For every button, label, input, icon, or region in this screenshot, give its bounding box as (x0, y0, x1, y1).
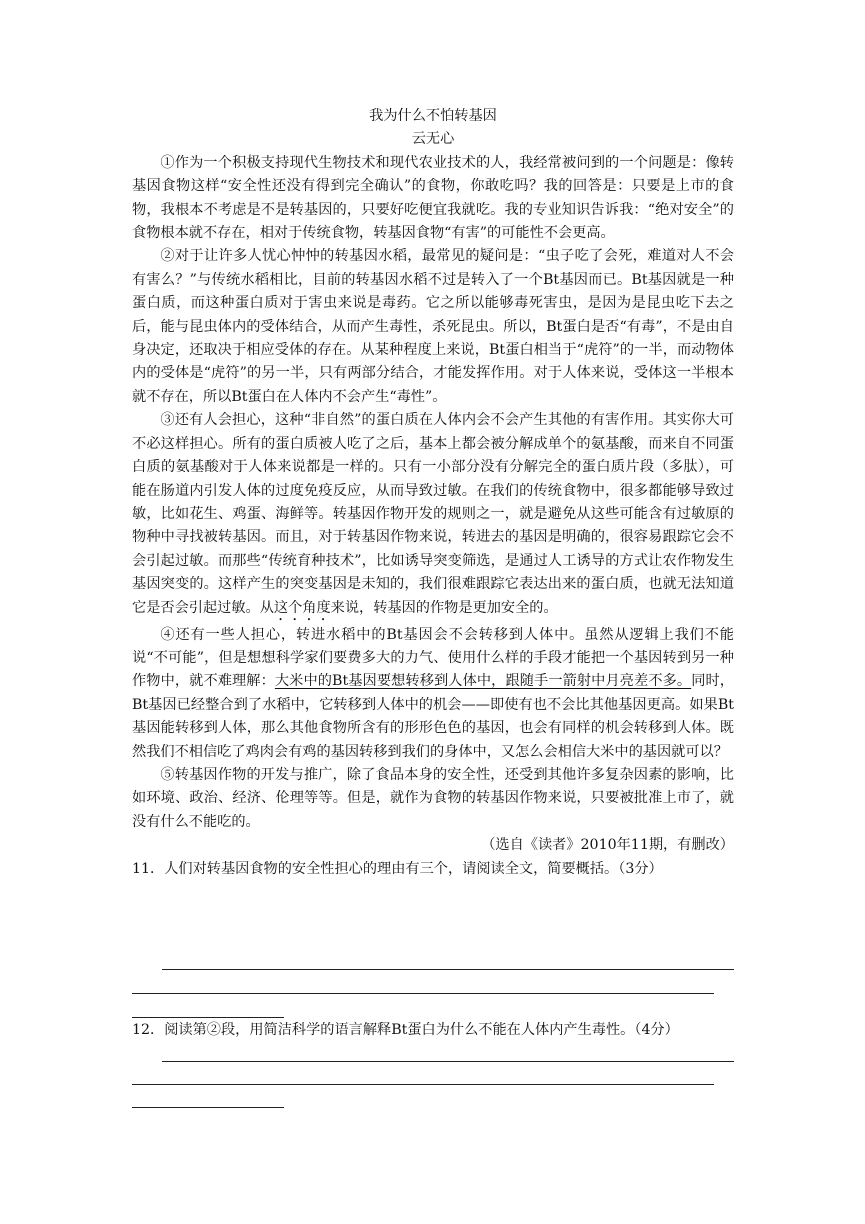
answer-line-11-3[interactable] (132, 1017, 284, 1018)
paragraph-3-text-b: 来说，转基因的作物是更加安全的。 (330, 599, 558, 616)
question-12: 12．阅读第②段，用简洁科学的语言解释Bt蛋白为什么不能在人体内产生毒性。（4分） (132, 1022, 679, 1038)
paragraph-5: ⑤转基因作物的开发与推广，除了食品本身的安全性，还受到其他许多复杂因素的影响，比如环境、政治、经济、伦理等等。但是，就作为食物的转基因作物来说，只要被批准上市了，就没有什么不能吃的。 (132, 766, 734, 830)
answer-line-11-1[interactable] (162, 969, 734, 970)
paragraph-3-emphasis: 这个角度 (273, 599, 331, 616)
article (132, 105, 734, 881)
paragraph-2: ②对于让许多人忧心忡忡的转基因水稻，最常见的疑问是：“虫子吃了会死，难道对人不会有害么？”与传统水稻相比，目前的转基因水稻不过是转入了一个Bt基因而已。Bt基因就是一种蛋白质，而这种蛋白质对于害虫来说是毒药。它之所以能够毒死害虫，是因为是昆虫吃下去之后，能与昆虫体内的受体结合，从而产生毒性，杀死昆虫。所以，Bt蛋白是否“有毒”，不是由自身决定，还取决于相应受体的存在。从某种程度上来说，Bt蛋白相当于“虎符”的一半，而动物体内的受体是“虎符”的另一半，只有两部分结合，才能发挥作用。对于人体来说，受体这一半根本就不存在，所以Bt蛋白在人体内不会产生“毒性”。 (132, 248, 734, 405)
answer-line-12-2[interactable] (132, 1084, 714, 1085)
paragraph-1: ①作为一个积极支持现代生物技术和现代农业技术的人，我经常被问到的一个问题是：像转基因食物这样“安全性还没有得到完全确认”的食物，你敢吃吗？我的回答是：只要是上市的食物，我根本不考虑是不是转基因的，只要好吃便宜我就吃。我的专业知识告诉我：“绝对安全”的食物根本就不存在，相对于传统食物，转基因食物“有害”的可能性不会更高。 (132, 154, 734, 242)
answer-line-11-2[interactable] (132, 993, 714, 994)
paragraph-3-text-a: ③还有人会担心，这种“非自然”的蛋白质在人体内会不会产生其他的有害作用。其实你大可不必这样担心。所有的蛋白质被人吃了之后，基本上都会被分解成单个的氨基酸，而来自不同蛋白质的氨基酸对于人体来说都是一样的。只有一小部分没有分解完全的蛋白质片段（多肽），可能在肠道内引发人体的过度免疫反应，从而导致过敏。在我们的传统食物中，很多都能够导致过敏，比如花生、鸡蛋、海鲜等。转基因作物开发的规则之一，就是避免从这些可能含有过敏原的物种中寻找被转基因。而且，对于转基因作物来说，转进去的基因是明确的，很容易跟踪它会不会引起过敏。而那些“传统育种技术”，比如诱导突变筛选，是通过人工诱导的方式让农作物发生基因突变的。这样产生的突变基因是未知的，我们很难跟踪它表达出来的蛋白质，也就无法知道它是否会引起过敏。从 (132, 412, 734, 616)
paragraph-4-text-b: 同时，Bt基因已经整合到了水稻中，它转移到人体中的机会——即使有也不会比其他基因更高。如果Bt基因能转移到人体，那么其他食物所含有的形形色色的基因，也会有同样的机会转移到人体。既然我们不相信吃了鸡肉会有鸡的基因转移到我们的身体中，又怎么会相信大米中的基因就可以？ (132, 673, 734, 760)
article-author: 云无心 (411, 131, 455, 148)
paragraph-4-underlined: 大米中的Bt基因要想转移到人体中，跟随手一箭射中月亮差不多。 (274, 673, 692, 690)
article-source: （选自《读者》2010年11期，有删改） (481, 837, 734, 854)
paragraph-3 (132, 409, 734, 623)
paragraph-4-text-a: ④还有一些人担心，转进水稻中的Bt基因会不会转移到人体中。虽然从逻辑上我们不能说“不可能”，但是想想科学家们要费多大的力气、使用什么样的手段才能把一个基因转到另一种作物中，就不难理解： (132, 626, 734, 690)
answer-line-12-1[interactable] (162, 1061, 734, 1062)
article-title: 我为什么不怕转基因 (369, 108, 497, 124)
answer-line-12-3[interactable] (132, 1107, 284, 1108)
paragraph-4 (132, 624, 734, 764)
question-11: 11．人们对转基因食物的安全性担心的理由有三个，请阅读全文，简要概括。（3分） (132, 860, 663, 877)
